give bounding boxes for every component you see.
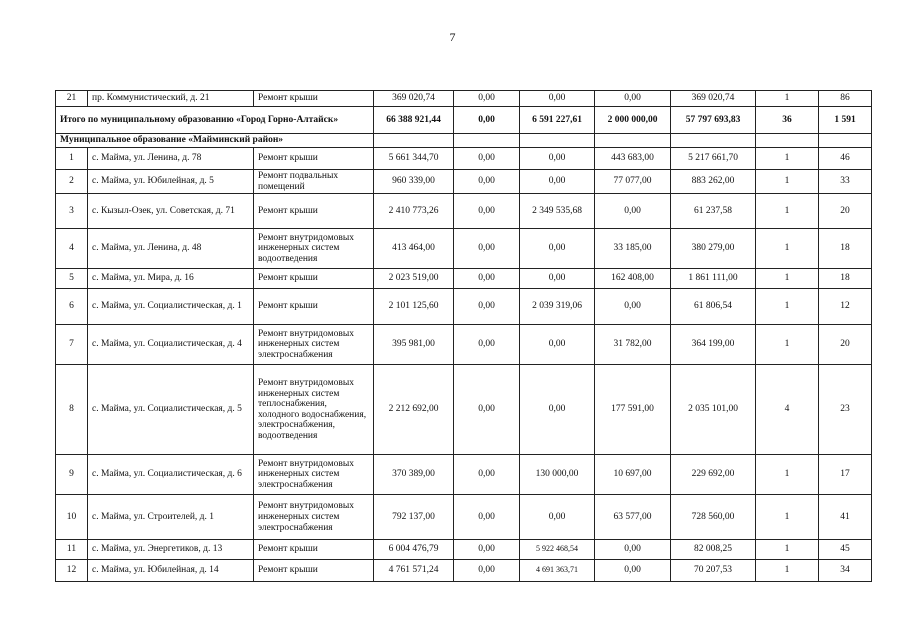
table-row — [56, 229, 872, 269]
value-cell: 18 — [819, 229, 872, 269]
work-type-cell: Ремонт подвальных помещений — [254, 170, 374, 194]
table-row-top — [56, 91, 872, 107]
row-number: 21 — [56, 91, 88, 107]
work-type-cell: Ремонт крыши — [254, 194, 374, 229]
address-cell: с. Майма, ул. Социалистическая, д. 6 — [88, 455, 254, 495]
value-cell: 0,00 — [520, 91, 595, 107]
value-cell: 63 577,00 — [595, 495, 671, 540]
value-cell: 443 683,00 — [595, 148, 671, 170]
total-cost-cell: 5 661 344,70 — [374, 148, 454, 170]
value-cell: 17 — [819, 455, 872, 495]
value-cell: 0,00 — [454, 495, 520, 540]
address-cell: с. Майма, ул. Ленина, д. 78 — [88, 148, 254, 170]
value-cell: 77 077,00 — [595, 170, 671, 194]
value-cell: 1 — [756, 495, 819, 540]
subtotal-value: 0,00 — [454, 107, 520, 134]
value-cell: 162 408,00 — [595, 269, 671, 289]
value-cell: 70 207,53 — [671, 560, 756, 582]
value-cell: 1 — [756, 91, 819, 107]
value-cell: 23 — [819, 365, 872, 455]
value-cell: 46 — [819, 148, 872, 170]
work-type-cell: Ремонт внутридомовых инженерных систем теплоснабжения, холодного водоснабжения, электроснабжения, водоотведения — [254, 365, 374, 455]
value-cell: 0,00 — [520, 365, 595, 455]
value-cell: 0,00 — [595, 91, 671, 107]
value-cell: 1 — [756, 229, 819, 269]
work-type-cell: Ремонт крыши — [254, 540, 374, 560]
row-number: 10 — [56, 495, 88, 540]
table-row — [56, 455, 872, 495]
value-cell: 380 279,00 — [671, 229, 756, 269]
work-type-cell: Ремонт крыши — [254, 91, 374, 107]
subtotal-value: 6 591 227,61 — [520, 107, 595, 134]
value-cell: 4 — [756, 365, 819, 455]
total-cost-cell: 2 023 519,00 — [374, 269, 454, 289]
table-row — [56, 269, 872, 289]
address-cell: с. Майма, ул. Мира, д. 16 — [88, 269, 254, 289]
value-cell: 0,00 — [595, 560, 671, 582]
work-type-cell: Ремонт внутридомовых инженерных систем водоотведения — [254, 229, 374, 269]
value-cell: 1 — [756, 325, 819, 365]
value-cell: 130 000,00 — [520, 455, 595, 495]
address-cell: с. Майма, ул. Социалистическая, д. 5 — [88, 365, 254, 455]
value-cell: 229 692,00 — [671, 455, 756, 495]
table-row — [56, 365, 872, 455]
row-number: 2 — [56, 170, 88, 194]
work-type-cell: Ремонт крыши — [254, 289, 374, 325]
total-cost-cell: 2 212 692,00 — [374, 365, 454, 455]
row-number: 8 — [56, 365, 88, 455]
row-number: 5 — [56, 269, 88, 289]
value-cell: 34 — [819, 560, 872, 582]
section-header-row — [56, 134, 872, 148]
value-cell: 0,00 — [520, 495, 595, 540]
value-cell: 1 — [756, 289, 819, 325]
value-cell: 33 185,00 — [595, 229, 671, 269]
value-cell: 0,00 — [454, 325, 520, 365]
value-cell: 364 199,00 — [671, 325, 756, 365]
value-cell: 86 — [819, 91, 872, 107]
table-row — [56, 560, 872, 582]
address-cell: с. Майма, ул. Энергетиков, д. 13 — [88, 540, 254, 560]
value-cell: 20 — [819, 325, 872, 365]
row-number: 6 — [56, 289, 88, 325]
value-cell: 177 591,00 — [595, 365, 671, 455]
value-cell: 0,00 — [454, 194, 520, 229]
value-cell: 18 — [819, 269, 872, 289]
table-row — [56, 289, 872, 325]
row-number: 11 — [56, 540, 88, 560]
value-cell: 0,00 — [595, 194, 671, 229]
total-cost-cell: 6 004 476,79 — [374, 540, 454, 560]
address-cell: с. Майма, ул. Строителей, д. 1 — [88, 495, 254, 540]
address-cell: с. Майма, ул. Социалистическая, д. 4 — [88, 325, 254, 365]
value-cell: 1 — [756, 170, 819, 194]
subtotal-value: 1 591 — [819, 107, 872, 134]
value-cell: 0,00 — [520, 170, 595, 194]
value-cell: 0,00 — [520, 148, 595, 170]
value-cell: 0,00 — [454, 560, 520, 582]
value-cell: 1 861 111,00 — [671, 269, 756, 289]
value-cell: 883 262,00 — [671, 170, 756, 194]
value-cell: 2 349 535,68 — [520, 194, 595, 229]
value-cell: 0,00 — [454, 269, 520, 289]
value-cell: 31 782,00 — [595, 325, 671, 365]
value-cell: 1 — [756, 269, 819, 289]
subtotal-value: 57 797 693,83 — [671, 107, 756, 134]
row-number: 7 — [56, 325, 88, 365]
work-type-cell: Ремонт внутридомовых инженерных систем электроснабжения — [254, 325, 374, 365]
total-cost-cell: 2 410 773,26 — [374, 194, 454, 229]
subtotal-value: 2 000 000,00 — [595, 107, 671, 134]
table-row — [56, 495, 872, 540]
value-cell: 0,00 — [520, 269, 595, 289]
value-cell: 1 — [756, 148, 819, 170]
section-header: Муниципальное образование «Майминский район» — [56, 134, 374, 148]
total-cost-cell: 2 101 125,60 — [374, 289, 454, 325]
value-cell: 1 — [756, 560, 819, 582]
value-cell: 0,00 — [520, 325, 595, 365]
value-cell: 1 — [756, 194, 819, 229]
value-cell: 0,00 — [454, 170, 520, 194]
work-type-cell: Ремонт внутридомовых инженерных систем электроснабжения — [254, 455, 374, 495]
address-cell: с. Кызыл-Озек, ул. Советская, д. 71 — [88, 194, 254, 229]
value-cell: 0,00 — [454, 289, 520, 325]
value-cell: 369 020,74 — [671, 91, 756, 107]
page-number: 7 — [449, 30, 456, 44]
table-row — [56, 325, 872, 365]
value-cell: 0,00 — [595, 289, 671, 325]
value-cell: 82 008,25 — [671, 540, 756, 560]
address-cell: с. Майма, ул. Ленина, д. 48 — [88, 229, 254, 269]
value-cell: 45 — [819, 540, 872, 560]
value-cell: 61 806,54 — [671, 289, 756, 325]
total-cost-cell: 395 981,00 — [374, 325, 454, 365]
value-cell: 1 — [756, 455, 819, 495]
total-cost-cell: 4 761 571,24 — [374, 560, 454, 582]
value-cell: 33 — [819, 170, 872, 194]
value-cell: 0,00 — [454, 229, 520, 269]
table-row — [56, 170, 872, 194]
subtotal-total: 66 388 921,44 — [374, 107, 454, 134]
value-cell: 4 691 363,71 — [520, 560, 595, 582]
value-cell: 5 217 661,70 — [671, 148, 756, 170]
value-cell: 10 697,00 — [595, 455, 671, 495]
address-cell: пр. Коммунистический, д. 21 — [88, 91, 254, 107]
total-cost-cell: 792 137,00 — [374, 495, 454, 540]
row-number: 9 — [56, 455, 88, 495]
value-cell: 61 237,58 — [671, 194, 756, 229]
total-cost-cell: 369 020,74 — [374, 91, 454, 107]
value-cell: 0,00 — [454, 365, 520, 455]
work-type-cell: Ремонт крыши — [254, 148, 374, 170]
table-row — [56, 194, 872, 229]
value-cell: 0,00 — [520, 229, 595, 269]
value-cell: 0,00 — [454, 455, 520, 495]
work-type-cell: Ремонт крыши — [254, 560, 374, 582]
value-cell: 0,00 — [454, 148, 520, 170]
address-cell: с. Майма, ул. Юбилейная, д. 14 — [88, 560, 254, 582]
table-row — [56, 148, 872, 170]
value-cell: 0,00 — [454, 91, 520, 107]
work-type-cell: Ремонт внутридомовых инженерных систем электроснабжения — [254, 495, 374, 540]
value-cell: 20 — [819, 194, 872, 229]
row-number: 3 — [56, 194, 88, 229]
address-cell: с. Майма, ул. Юбилейная, д. 5 — [88, 170, 254, 194]
row-number: 4 — [56, 229, 88, 269]
value-cell: 2 035 101,00 — [671, 365, 756, 455]
value-cell: 728 560,00 — [671, 495, 756, 540]
subtotal-label: Итого по муниципальному образованию «Город Горно-Алтайск» — [56, 107, 374, 134]
total-cost-cell: 413 464,00 — [374, 229, 454, 269]
value-cell: 1 — [756, 540, 819, 560]
total-cost-cell: 370 389,00 — [374, 455, 454, 495]
value-cell: 12 — [819, 289, 872, 325]
subtotal-value: 36 — [756, 107, 819, 134]
address-cell: с. Майма, ул. Социалистическая, д. 1 — [88, 289, 254, 325]
subtotal-row — [56, 107, 872, 134]
value-cell: 5 922 468,54 — [520, 540, 595, 560]
row-number: 1 — [56, 148, 88, 170]
value-cell: 0,00 — [454, 540, 520, 560]
value-cell: 2 039 319,06 — [520, 289, 595, 325]
value-cell: 41 — [819, 495, 872, 540]
work-type-cell: Ремонт крыши — [254, 269, 374, 289]
value-cell: 0,00 — [595, 540, 671, 560]
row-number: 12 — [56, 560, 88, 582]
repair-table — [55, 90, 872, 582]
table-row — [56, 540, 872, 560]
total-cost-cell: 960 339,00 — [374, 170, 454, 194]
